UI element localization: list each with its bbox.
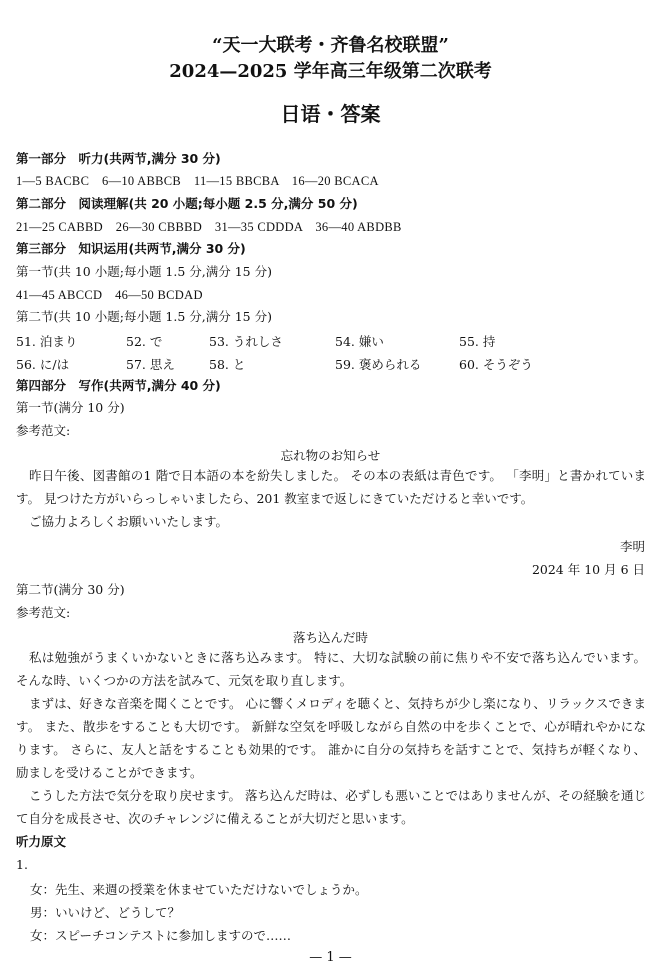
part3-section2-title: 第二节(共 10 小题;每小题 1.5 分,满分 15 分)	[16, 309, 272, 324]
part2-answers: 21—25 CABBD 26—30 CBBBD 31—35 CDDDA 36—40 ABDBB	[16, 220, 402, 234]
part4-section1-title: 第一节(满分 10 分)	[16, 400, 125, 415]
fill-answer: 57. 思え	[126, 357, 175, 372]
fill-answer: 60. そうぞう	[459, 357, 533, 372]
essay2-title: 落ち込んだ時	[292, 630, 368, 645]
page-number: — 1 —	[309, 950, 352, 965]
fill-answer: 53. うれしさ	[209, 334, 283, 349]
essay1-title: 忘れ物のお知らせ	[280, 448, 381, 463]
part4-section2-title: 第二节(满分 30 分)	[16, 582, 125, 597]
part2-title: 第二部分 阅读理解(共 20 小题;每小题 2.5 分,满分 50 分)	[16, 196, 358, 211]
part4-title: 第四部分 写作(共两节,满分 40 分)	[16, 378, 221, 393]
reference-label: 参考范文:	[16, 605, 71, 620]
reference-label: 参考范文:	[16, 423, 71, 438]
header-line2: 2024—2025 学年高三年级第二次联考	[169, 61, 492, 82]
essay2-paragraph: まずは、好きな音楽を聞くことです。 心に響くメロディを聴くと、気持ちが少し楽になり、リラックスできます。 また、散歩をすることも大切です。 新鮮な空気を呼吸しながら自然の中を歩くことで、心が晴れやかになります。 さらに、友人と話をすることも効果的です。 誰かに自分の気持ちを話すことで、気持ちが軽くなり、励ましを受けることができます。	[16, 696, 646, 780]
essay1-date: 2024 年 10 月 6 日	[531, 562, 645, 577]
essay1-paragraph: 昨日午後、図書館の1 階で日本語の本を紛失しました。 その本の表紙は青色です。 「李明」と書かれています。 見つけた方がいらっしゃいましたら、201 教室まで返しにきていただけると幸いです。	[16, 468, 646, 506]
fill-answer: 56. に/は	[16, 357, 70, 372]
listening-title: 听力原文	[16, 834, 67, 849]
essay1-paragraph: ご協力よろしくお願いいたします。	[29, 514, 229, 529]
part3-section1-title: 第一节(共 10 小题;每小题 1.5 分,满分 15 分)	[16, 264, 272, 279]
dialogue-line: 男：いいけど、どうして？	[30, 905, 181, 920]
essay1-signature: 李明	[619, 539, 645, 554]
page-title: 日语・答案	[280, 102, 381, 126]
header-line1: “天一大联考・齐鲁名校联盟”	[212, 35, 449, 56]
fill-answer: 54. 嫌い	[335, 334, 384, 349]
part1-answers: 1—5 BACBC 6—10 ABBCB 11—15 BBCBA 16—20 BCACA	[16, 174, 379, 188]
essay2-paragraph: こうした方法で気分を取り戻せます。 落ち込んだ時は、必ずしも悪いことではありませんが、その経験を通じて自分を成長させ、次のチャレンジに備えることが大切だと思います。	[16, 788, 646, 826]
fill-answer: 51. 泊まり	[16, 334, 78, 349]
question-number: 1.	[16, 857, 28, 872]
fill-answers-row2	[16, 355, 656, 371]
dialogue-line: 女：スピーチコンテストに参加しますので……	[30, 928, 292, 943]
essay2-paragraph: 私は勉強がうまくいかないときに落ち込みます。 特に、大切な試験の前に焦りや不安で落ち込んでいます。 そんな時、いくつかの方法を試みて、元気を取り直します。	[16, 650, 646, 688]
fill-answers-row1	[16, 332, 656, 348]
fill-answer: 59. 褒められる	[335, 357, 422, 372]
part1-title: 第一部分 听力(共两节,满分 30 分)	[16, 151, 221, 166]
part3-section1-answers: 41—45 ABCCD 46—50 BCDAD	[16, 288, 203, 302]
part3-title: 第三部分 知识运用(共两节,满分 30 分)	[16, 241, 246, 256]
fill-answer: 52. で	[126, 334, 163, 349]
dialogue-line: 女：先生、来週の授業を休ませていただけないでしょうか。	[30, 882, 368, 897]
fill-answer: 58. と	[209, 357, 246, 372]
fill-answer: 55. 持	[459, 334, 496, 349]
